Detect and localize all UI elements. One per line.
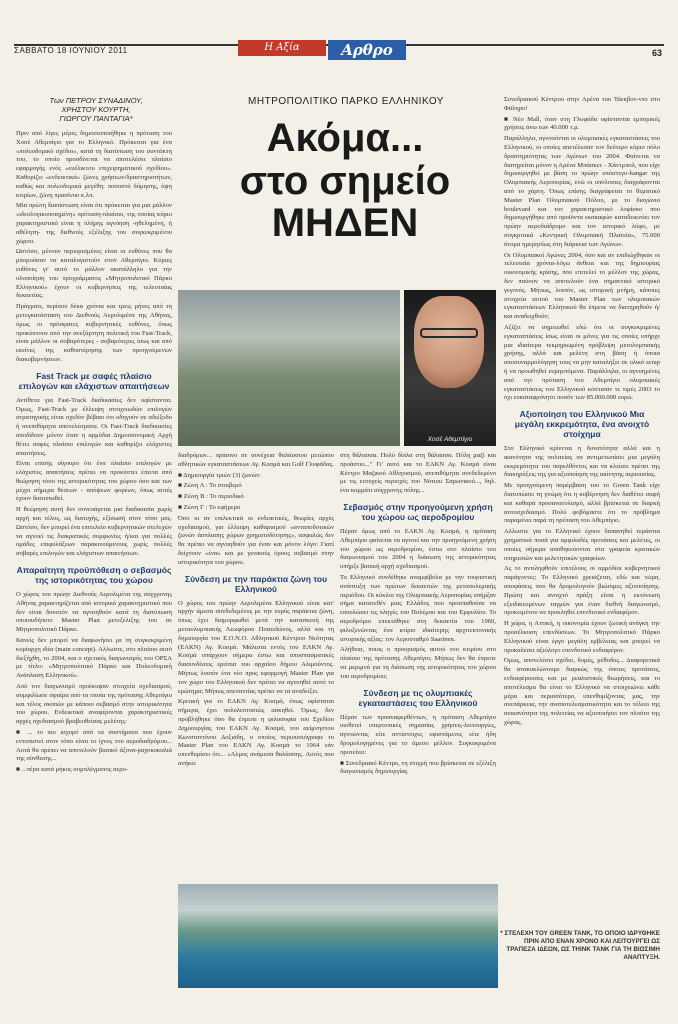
paragraph: Αξίζει να σημειωθεί εδώ ότι οι συγκεκριμένες εγκαταστάσεις ίσως είναι οι μόνες για τις οποίες υπήρχε μια ιδιαίτερα τεκμηριωμένη πρόβλεψη μετολυμπιακής χρήσης, αλλά και μελέτη στη βάση ή όποια αποσυναρμολόγηση τους να μην καταλήξει σε υλικό scrap ή να προωθηθεί ευρηεπόμενα. Παράλληλα, οι αγνοημένες από την πρόταση του Αθεμπίγιο ολυμπιακές εγκαταστάσεις του Ελληνικού κόστισαν τε τιμές 2003 το όχι ευκαταφρόνητο ποσόν των 85.000.000 ευρώ.: [504, 323, 660, 402]
paragraph: Συνεδριακού Κέντρου στην Αρένα του Τάεκβον-ντο στο Φάληρο!: [504, 96, 660, 112]
column-4: [504, 96, 660, 730]
paragraph: Αλήθεια, ποιος ο προορισμός αυτού του κτιρίου στο πλαίσιο της πρότασης Αθεμπίγιο; Μήπως δεν θα έπρεπε να μεριμνά για τη διάσωση της ιστορικότητας του χώρου του αεροδρομίου;: [340, 646, 496, 680]
subheading: Σεβασμός στην προηγούμενη χρήση του χώρου ως αεροδρομίου: [343, 501, 493, 522]
headline-line-2: στο σημείο: [239, 159, 451, 203]
byline: [26, 96, 166, 123]
paragraph: Στο Ελληνικό κρίνεται η δυνατότητα αλλά και η ικανότητα της πολιτείας να αντιμετωπίσει μια μεγάλη εκκρεμότητα του παρελθόντος και να κλείσει πρέπει της διακηρύξεις της για αξιοποίηση της ακίνητης περιουσίας.: [504, 445, 660, 479]
author-footnote: * ΣΤΕΛΕΧΗ ΤΟΥ GREEN TANK, ΤΟ ΟΠΟΙΟ ΙΔΡΥΘΗΚΕ ΠΡΙΝ ΑΠΟ ΕΝΑΝ ΧΡΟΝΟ ΚΑΙ ΛΕΙΤΟΥΡΓΕΙ ΩΣ ΤΡΑΠΕΖΑ ΙΔΕΩΝ, ΩΣ THINK TANK ΓΙΑ ΤΗ ΒΙΩΣΙΜΗ ΑΝΑΠΤΥΞΗ.: [500, 930, 660, 961]
bullet-item: ■ Ζώνη Γ : Το εφήμερο: [178, 504, 334, 513]
bullet-item: ■ Νέο Mall, όταν στη Γλυφάδα υφίστανται εμπορικές χρήσεις άνω των 40.000 τ.μ.: [504, 116, 660, 134]
page-number: 63: [651, 48, 662, 58]
bullet-item: ■ ... το πιο ισχυρό από τα συστήματα που έχουν εντοπιστεί στον τόπο είναι το ίχνος του αεροδιαδρόμου... Αυτά θα πρέπει να αποτελούν βασικό άξονα-ραχοκοκαλιά της σύνθεσης...: [16, 729, 172, 764]
headline-line-3: ΜΗΔΕΝ: [271, 201, 419, 245]
paragraph: Οι Ολυμπιακοί Αγώνες 2004, όσο και αν επιδιώχθηκαν οι τελευταία χρόνια-λόγω άνθεια και της δημιουρίας οικονομικής κρίσης, που επιτελεί το μέλλον της χώρας, δεν παύουν να αποτελούν ένα σημαντικό ιστορικό γεγονός. Μήπως, λοιπόν, ως ιστορική μνήμη, κάποιες στοιχεία αυτού του Master Plan των ολυμπιακών εγκαταστάσεων Ελληνικού θα έπρεπε να διατηρηθούν ή/και αναδειχθούν;: [504, 251, 660, 321]
article-kicker: ΜΗΤΡΟΠΟΛΙΤΙΚΟ ΠΑΡΚΟ ΕΛΛΗΝΙΚΟΥ: [248, 96, 444, 107]
author-line-2: ΧΡΗΣΤΟΥ ΚΟΥΡΤΗ,: [61, 105, 131, 114]
paragraph: Πράγματι, περίπου δέκα χρόνια και τρεις μήνες από τη μετεγκατάσταση του Διεθνούς Αερολιμένα της Αθήνας, όμως οι πρόσφατες κυβερνητικές ευθύνες, όπως προκύπτουν από την ανεξάρτητη πολιτική του Fast-Track, είναι μάλλον οι σοβαρότερες - σοβαρότερες ίσως και από εκείνες της καθυστέρησης των προηγούμενων διακυβερνήσεων.: [16, 303, 172, 363]
coastline-photo: [178, 884, 498, 988]
paragraph: Η θεώρηση αυτή δεν συνεπάγεται μια διαδικασία χωρίς αρχή και τέλος, ως διατυχής, εξίσωσή στον τόπο μας. Ωστόσο, δεν μπορεί ένα επιτελείο κυβερνητικών στελεχών να αγνοεί τις διακρατικές συμφωνίες ή/και για πολλές ομάδες επιφυλάξεων παρακινούμενους χωρίς πολλές σοβαρές επιλογών και ελάχιστων απαιτήσεων.: [16, 506, 172, 558]
issue-date: ΣΑΒΒΑΤΟ 18 ΙΟΥΝΙΟΥ 2011: [14, 46, 128, 55]
subheading: Σύνδεση με την παράκτια ζώνη του Ελληνικού: [184, 573, 328, 594]
bullet-item: ■ Ζώνη Β : Το περιοδικό: [178, 493, 334, 502]
paragraph: Ο χώρος του πρώην Αερολιμένα Ελληνικού είναι κατ' αρχήν άμεσα συνδεδεμένος με την ευρύς παράκτια ζώνη, όπως έχει διαμορφωθεί μετά την κατασκευή της μεταολυμπιακής Λεωφόρου Ποσειδώνος, αλλά και τη δημιουργία του Ε.Ο.Ν.Ο. Αθλητικού Κέντρου Νεότητας (ΕΑΚΝ) Αγ. Κοσμά. Μάλιστα εντός του ΕΛΚΝ Αγ. Κοσμά υπάρχουν σήμερα έστω και αποσπασματικές διασυνδέσεις ερείπια του αρχαίου δήμου Αλιμούντος. Μήπως λοιπόν ένα νέο προς εφαρμογή Master Plan για τον χώρο του Ελληνικού δεν πρέπει να αγνοηθεί αυτό το ερώτημα; Μήπως απεναντίας πρέπει να τα αναδείξει.: [178, 599, 334, 695]
aerial-photo-airport: [178, 290, 400, 446]
subheading: Απαραίτητη προϋπόθεση ο σεβασμός της ιστορικότητας του χώρου: [16, 565, 172, 586]
paragraph: Όμως, αποτελέσει σχέδιο, δομές, μέθοδος... Διαφορετικά θα ανακυκλώνουμε διαρκώς της όποιες προτάσεις, ενδιαφέρουσες και με ρεαλιστικές θεωρήσεις, και το αποτέλεσμα θα είναι το Ελληνικό να στοιχειώνει κάθε μέρα και περισσότερο, υπενθυμίζοντας μας, την ανεπάρκεια, την αναποτελεσματικότητα και το τέλειο της ανικανότητα της πολιτείας να αξιοποιήσει τον πλούτο της χώρας.: [504, 657, 660, 726]
subheading: Αξιοποίηση του Ελληνικού Μια μεγάλη εκκρεμότητα, ένα ανοιχτό στοίχημα: [514, 409, 650, 440]
paragraph: Κανείς δεν μπορεί να διαφωνήσει με τη συγκεκριμένη κυρίαρχη ιδέα (main concept). Αλλωστε, στο πλαίσιο αυτό διεξήχθη, το 2004, και ο σχετικός διαγωνισμός του ΟΡΣΑ με τίτλο: «Μητροπολιτικό Πάρκο και Πολεοδομική Ανάπλαση Ελληνικού».: [16, 637, 172, 680]
subheading: Σύνδεση με τις ολυμπιακές εγκαταστάσεις του Ελληνικού: [358, 687, 478, 708]
photo-caption: Χοσέ Αθεμπίγιο: [427, 436, 473, 443]
paragraph: Από τον διαγωνισμό προέκυψαν στοιχεία σχεδιασμού, συμφιλίωσε σφαίρα από τα οποία της πρότασης Αθεμπίγιο και τέλος σκοπών με κάποιο σεβασμό στην ιστορικότητα του χώρου. Ενδεικτικά αναφέρονται χαρακτηριστικές αρχές σχεδιασμού βραβευθείσας μελέτης:: [16, 683, 172, 726]
paragraph: Αλλωστε για το Ελληνικό έχουν δαπανηθεί τεράστια χρηματικά ποσά για αμφιλαδές προτάσεις και μελέτες, οι οποίες σήμερα αποθηκεύονται στα γραφεία κρατικών υπηρεσιών και μελετητικών γραφείων.: [504, 528, 660, 562]
paragraph: Όσο κι αν επιλεκτικά οι ενδεικτικές, θεωρίες αρχές σχεδιασμού, για έλλειψη καθαρισμού «ανταποδοτικών ζωνών άσπλασης χώρων χρηματοδότησης», ασφαλώς δεν θα πρέπει να αγνοηθούν για έναν και μόνον λόγο: Γιατί δείχνουν «ένα» και με γενικούς όρους σεβασμό στην ιστορικότητα του χώρου.: [178, 514, 334, 566]
bullet-item: ■ ...πέρα κατά μήκος συμπλέγματος αερο-: [16, 766, 172, 775]
author-line-1: Των ΠΕΤΡΟΥ ΣΥΝΑΔΙΝΟΥ,: [49, 96, 143, 105]
glasses-icon: [420, 328, 478, 338]
paragraph: Πέραν των προαναφερθέντων, η πρόταση Αθεμπίγιο υιοθετεί υπερτοπικές σημασίας χρήσεις-λειτουργίες, αγνοώντας είτε αντίστοιχες υφιστάμενες είτε ήδη δρομολογημένες για το άμεσο μέλλον. Συγκεκριμένα προτείνει:: [340, 713, 496, 756]
paragraph: Κριτική για το ΕΑΚΝ Αγ. Κοσμά, όπως υφίσταται σήμερα, έχει πολυλεπτοσιώς ασκηθεί. Όμως, δεν προβλήθηκε όσο θα έπρεπε η φιλοσοφία του Σχεδίου Δημιουργίας του ΕΑΚΝ Αγ. Κοσμά, του αείμνηστου Κωνσταντίνου Δοξιάδη, ο οποίος περιουσιόγραφε το Master Plan του ΕΑΚΝ Αγ. Κοσμά το 1964 εάν υπενθυμίσει ότι... «Αλμος ανάμεσα θαλάσσης. Αυτός που ανήκει: [178, 698, 334, 767]
headline-line-1: Ακόμα...: [266, 116, 424, 160]
paragraph: Με προηγούμενη παρέμβαση του το Green Tank είχε διατυπώσει τη γνώμη ότι η κυβέρνηση δεν διαθέτει σαφή και καθαρά προσανατολισμό, αλλά βρίσκεται σε διαρκή αυτοσχεδιασμό. Πολύ φοβόμαστε ότι το πρόβλημα παραμένει παρά τη πρόταση του Αθεμπίγιο.: [504, 482, 660, 525]
article-headline: [214, 116, 476, 244]
column-3: [340, 452, 496, 779]
paragraph: Αντίθετα για Fast-Track διαδικασίες δεν υφίστανται. Όμως, Fast-Track με έλλειψη στοιχειωδών επιλογών στρατηγικής είναι σχεδόν βέβαιο ότι οδηγούν σε αδιέξοδο ή ανεπιθύμητα αποτελέσματα. Οι Fast-Track διαδικασίες αποδίδουν μόνον όταν η αρμόδια Δημοσιονομική Αρχή θέτει σαφές πλαίσιο επιλογών και καθορίζει ελάχιστες απαιτήσεις.: [16, 396, 172, 457]
author-line-3: ΓΙΩΡΓΟΥ ΠΑΝΤΑΓΙΑ*: [59, 114, 133, 123]
bullet-item: ■ Ζώνη Α : Το στοιβερό: [178, 482, 334, 491]
bullet-item: ■ Συνεδριακό Κέντρο, τη στιγμή που βρίσκεται σε εξέλιξη διαγωνισμός δημιουργίας: [340, 760, 496, 778]
paragraph: Ο χώρος του πρώην Διεθνούς Αερολιμένα της σύγχρονης Αθήνας χαρακτηρίζεται από ιστορικό χαρακτηριστικό που δεν είναι δυνατόν να αγνοηθούν κατά τη διατύπωση οποιουδήποτε Master Plan μετεξέλιξης του σε Μητροπολιτικό Πάρκο.: [16, 591, 172, 634]
paragraph: Ωστόσο, μένουν περιορισμένες είναι οι ευθύνες που θα μπορούσαν να καταλογιστούν στον Αθεμπίγιο. Κύριες ευθύνες γι' αυτό το μάλλον ακατάλληλο για την υλοποίηση του προγράμματος «Μητροπολιτικό Πάρκο Ελληνικού» έχουν οι κυβερνήσεις της τελευταίας δεκαετίας.: [16, 248, 172, 300]
column-2: [178, 452, 334, 771]
subheading: Fast Track με σαφές πλαίσιο επιλογών και ελάχιστων απαιτήσεων: [18, 370, 170, 391]
column-1: [16, 130, 172, 777]
paragraph: Το Ελληνικό συνδέθηκε αναμφίβολα με την τουριστική ανάπτυξη των πρώτων δεκαετιών της μεταπολεμικής περιόδου. Οι κύκλοι της Ολυμπιακής Αεροπορίας υπήρξαν σήμα κατατεθέν μιας Ελλάδος που προσπαθούσε να επουλώσει τις πληγές του Πολέμου και του Εμφυλίου. Το αεροδρόμιο επεκτάθηκε στη δεκαετία του 1960, φιλοξενώντας ένα κτίριο ιδιαίτερης αρχιτεκτονικής ιστορικής αξίας: τον Αεροσταθμό Saarinen.: [340, 573, 496, 643]
paragraph: Πέραν όμως από το ΕΑΚΝ Αγ. Κοσμά, η πρόταση Αθεμπίγιο φαίνεται να αγνοεί και την προηγούμενη χρήση του χώρου ως αεροδρομίου, έστω στο πλαίσιο του διαγωνισμού του 2004 η διάσωση της ιστορικότητας υπήρξε βασική αρχή σχεδιασμού.: [340, 527, 496, 571]
paragraph: διαδρόμων... πράσινο σε συνέχεια θαλάσσιου μετώπου αθλητικών εγκαταστάσεων Αγ. Κοσμά και Golf Γλυφάδας.: [178, 452, 334, 468]
paragraph: Η χώρα, η Αττική, η οικονομία έχουν ζωτική ανάγκη την προσέλκυση επενδύσεων. Το Μητροπολιτικό Πάρκο Ελληνικού είναι έργο μεγάλη εμβέλειας και μπορεί να προκαλέσει αξιόλογο επενδυτικό ενδιαφέρον.: [504, 620, 660, 654]
paragraph: στη θάλασσα. Πολύ δίπλα στη θάλασσα. Πόλη μαζί και προάστιο..." Γι' αυτό και το ΕΑΚΝ Αγ. Κοσμά είναι Κέντρο Μαζικού Αθλητισμού, ανεπιθύμητα συνδεδεμένο με τις ευτυχείς περιοχές του Νότιου Σαρωνικού..., δηλ. ένα κομμάτι σύγχρονης πόλης...: [340, 452, 496, 495]
paragraph: Ας το αντιληφθούν επιτέλους οι αρμόδιοι κυβερνητικοί παράγοντες: Το Ελληνικό χρειάζεται, εδώ και τώρα, αποφάσεις που θα δρομολογούν βιώσιμες αξιοποίησης. Πρώτη και ανοιχτό πράξη είναι η εκτόνωση εξειδικευμένων ταγμών για έναν διεθνή διαγωνισμό, προκειμένου να προκληθεί επενδυτικό ενδιαφέρον.: [504, 565, 660, 617]
paragraph: Μία πρώτη διαπίστωση είναι ότι πρόκειται για μια μάλλον «ιδεολογικοποιημένη» πρόταση-πλαίσιο, της οποίας κύριο χαρακτηριστικό είναι η πλήρης αγνόηση -ηθελημένη, ή αθέλητη- της διεθνούς εξέλιξης του συγκεκριμένου χώρου.: [16, 202, 172, 245]
bullet-item: ■ Δημιουργία τριών (3) ζωνών:: [178, 472, 334, 481]
portrait-face: [414, 296, 484, 388]
section-label-newspaper: Η Αξία: [238, 40, 326, 56]
paragraph: Είναι επίσης σίγουρο ότι ένα πλαίσιο επιλογών με ελάχιστες απαιτήσεις πρέπει να προκύπτει έπειτα από θεώρηση τόσο της ιστορικότητας του χώρου όσο και των μέχρι σήμερα θέσεων - απόψεων φορέων, όπως αυτές έχουν διατυπωθεί.: [16, 460, 172, 503]
section-label-article: Αρθρο: [328, 40, 406, 60]
paragraph: Παράλληλα, αγνοούνται οι ολυμπιακές εγκαταστάσεις του Ελληνικού, οι οποίες απετέλεσαν τον δεύτερο κύριο πόλο δραστηριότητας των Αγώνων του 2004. Φαίνεται να διατηρείται μόνον η Αρένα Μπάσκετ - Χάντμπολ, που είχε δημιουργηθεί με βάση το πρώην υπόστεγο-hangar της Ολυμπιακής Αεροπορίας, ενώ οι υπόλοιπες διαγράφονται από το χάρτη. Όπως επίσης διαγράφεται το θεματικό Master Plan Ολυμπιακού Πόλου, με το διαγώνιο boulevard και τον χαρακτηριστικό λοφίσκο που δημιουργήθηκε από προϊόντα εκσκαφών καταδεικνύει τον πρώην αεροδιάδρομο και τον ιστορικό λόφο, με συγκριτικά «Κεντρική Ολυμπιακή Πλατεία», 75.000 άτομα ημερησίως στη διάρκεια των Αγώνων.: [504, 135, 660, 248]
paragraph: Πριν από λίγες μέρες δημοσιοποιήθηκε η πρόταση του Χοσέ Αθεμπίγιο για το Ελληνικό. Πρόκειται για ένα «πολεοδομικό σχέδιο», κατά τη διατύπωση του συντάκτη του, το οποίο προσδίνεται να αποτελέσει πλαίσιο εφαρμογής ενός «ευέλικτου επιχειρηματικού σχεδίου». Καθορίζει «ενδεικτικά» ζώνες χρήσεων/δραστηριοτήτων, καθώς και πολεοδομικά μεγέθη: ποσοστό δόμησης, ύψη κτιρίων, ζώνη πρασίνου κ.λπ.: [16, 130, 172, 199]
